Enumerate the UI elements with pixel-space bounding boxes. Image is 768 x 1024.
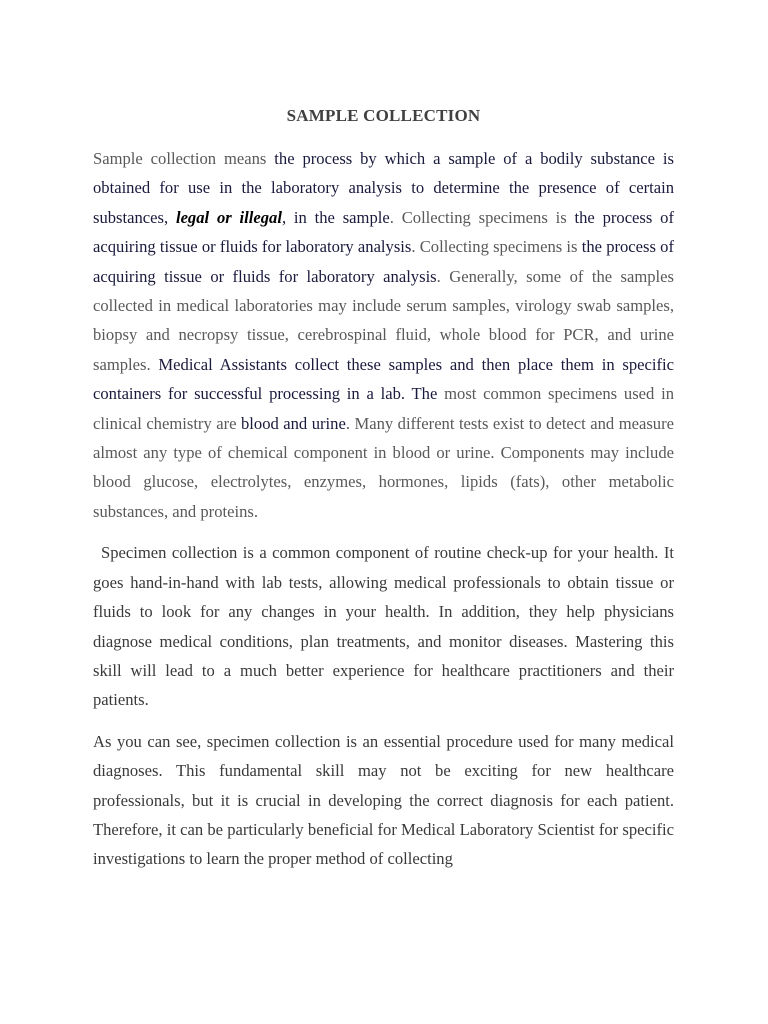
emphasized-phrase: legal or illegal bbox=[175, 207, 282, 227]
highlighted-definition-end: , in the sample bbox=[281, 207, 390, 227]
paragraph-text-segment: . Collecting specimens is bbox=[389, 207, 575, 227]
paragraph-definition bbox=[93, 144, 674, 526]
document-title: SAMPLE COLLECTION bbox=[286, 106, 481, 125]
highlighted-definition: the process of acquiring tissue or fluids for laboratory analysis bbox=[93, 207, 674, 257]
paragraph-text-segment: Sample collection means bbox=[93, 149, 275, 168]
paragraph-conclusion: As you can see, specimen collection is an essential procedure used for many medical diagnoses. This fundamental skill may not be exciting for new healthcare professionals, but it is crucial in developing the correct diagnosis for each patient. Therefore, it can be particularly beneficial for Medical Laboratory Scientist for specific investigations to learn the proper method of collecting bbox=[93, 731, 674, 869]
paragraph-text-segment: . Many different tests exist to detect and measure almost any type of chemical component in blood or urine. Components may include blood glucose, electrolytes, enzymes, hormones, lipids (fats), other metabolic substances, and proteins. bbox=[93, 413, 674, 521]
highlighted-sentence: Medical Assistants collect these samples and then place them in specific containers for successful processing in a lab. The bbox=[93, 354, 675, 404]
paragraph-text-segment: most common specimens used in clinical chemistry are bbox=[93, 384, 675, 433]
document-page bbox=[93, 106, 674, 886]
highlighted-term: blood and urine bbox=[240, 413, 346, 433]
paragraph-text-segment: . Generally, some of the samples collected in medical laboratories may include serum samples, virology swab samples, biopsy and necropsy tissue, cerebrospinal fluid, whole blood for PCR, and urine samples. bbox=[93, 266, 674, 374]
paragraph-text-segment: . Collecting specimens is bbox=[411, 237, 582, 257]
paragraph-importance: Specimen collection is a common component of routine check-up for your health. It goes hand-in-hand with lab tests, allowing medical professionals to obtain tissue or fluids to look for any changes in your health. In addition, they help physicians diagnose medical conditions, plan treatments, and monitor diseases. Mastering this skill will lead to a much better experience for healthcare practitioners and their patients. bbox=[93, 543, 674, 710]
highlighted-definition: the process by which a sample of a bodily substance is obtained for use in the laboratory analysis to determine the presence of certain substances, bbox=[93, 149, 674, 227]
highlighted-definition: the process of acquiring tissue or fluids for laboratory analysis bbox=[93, 237, 674, 286]
